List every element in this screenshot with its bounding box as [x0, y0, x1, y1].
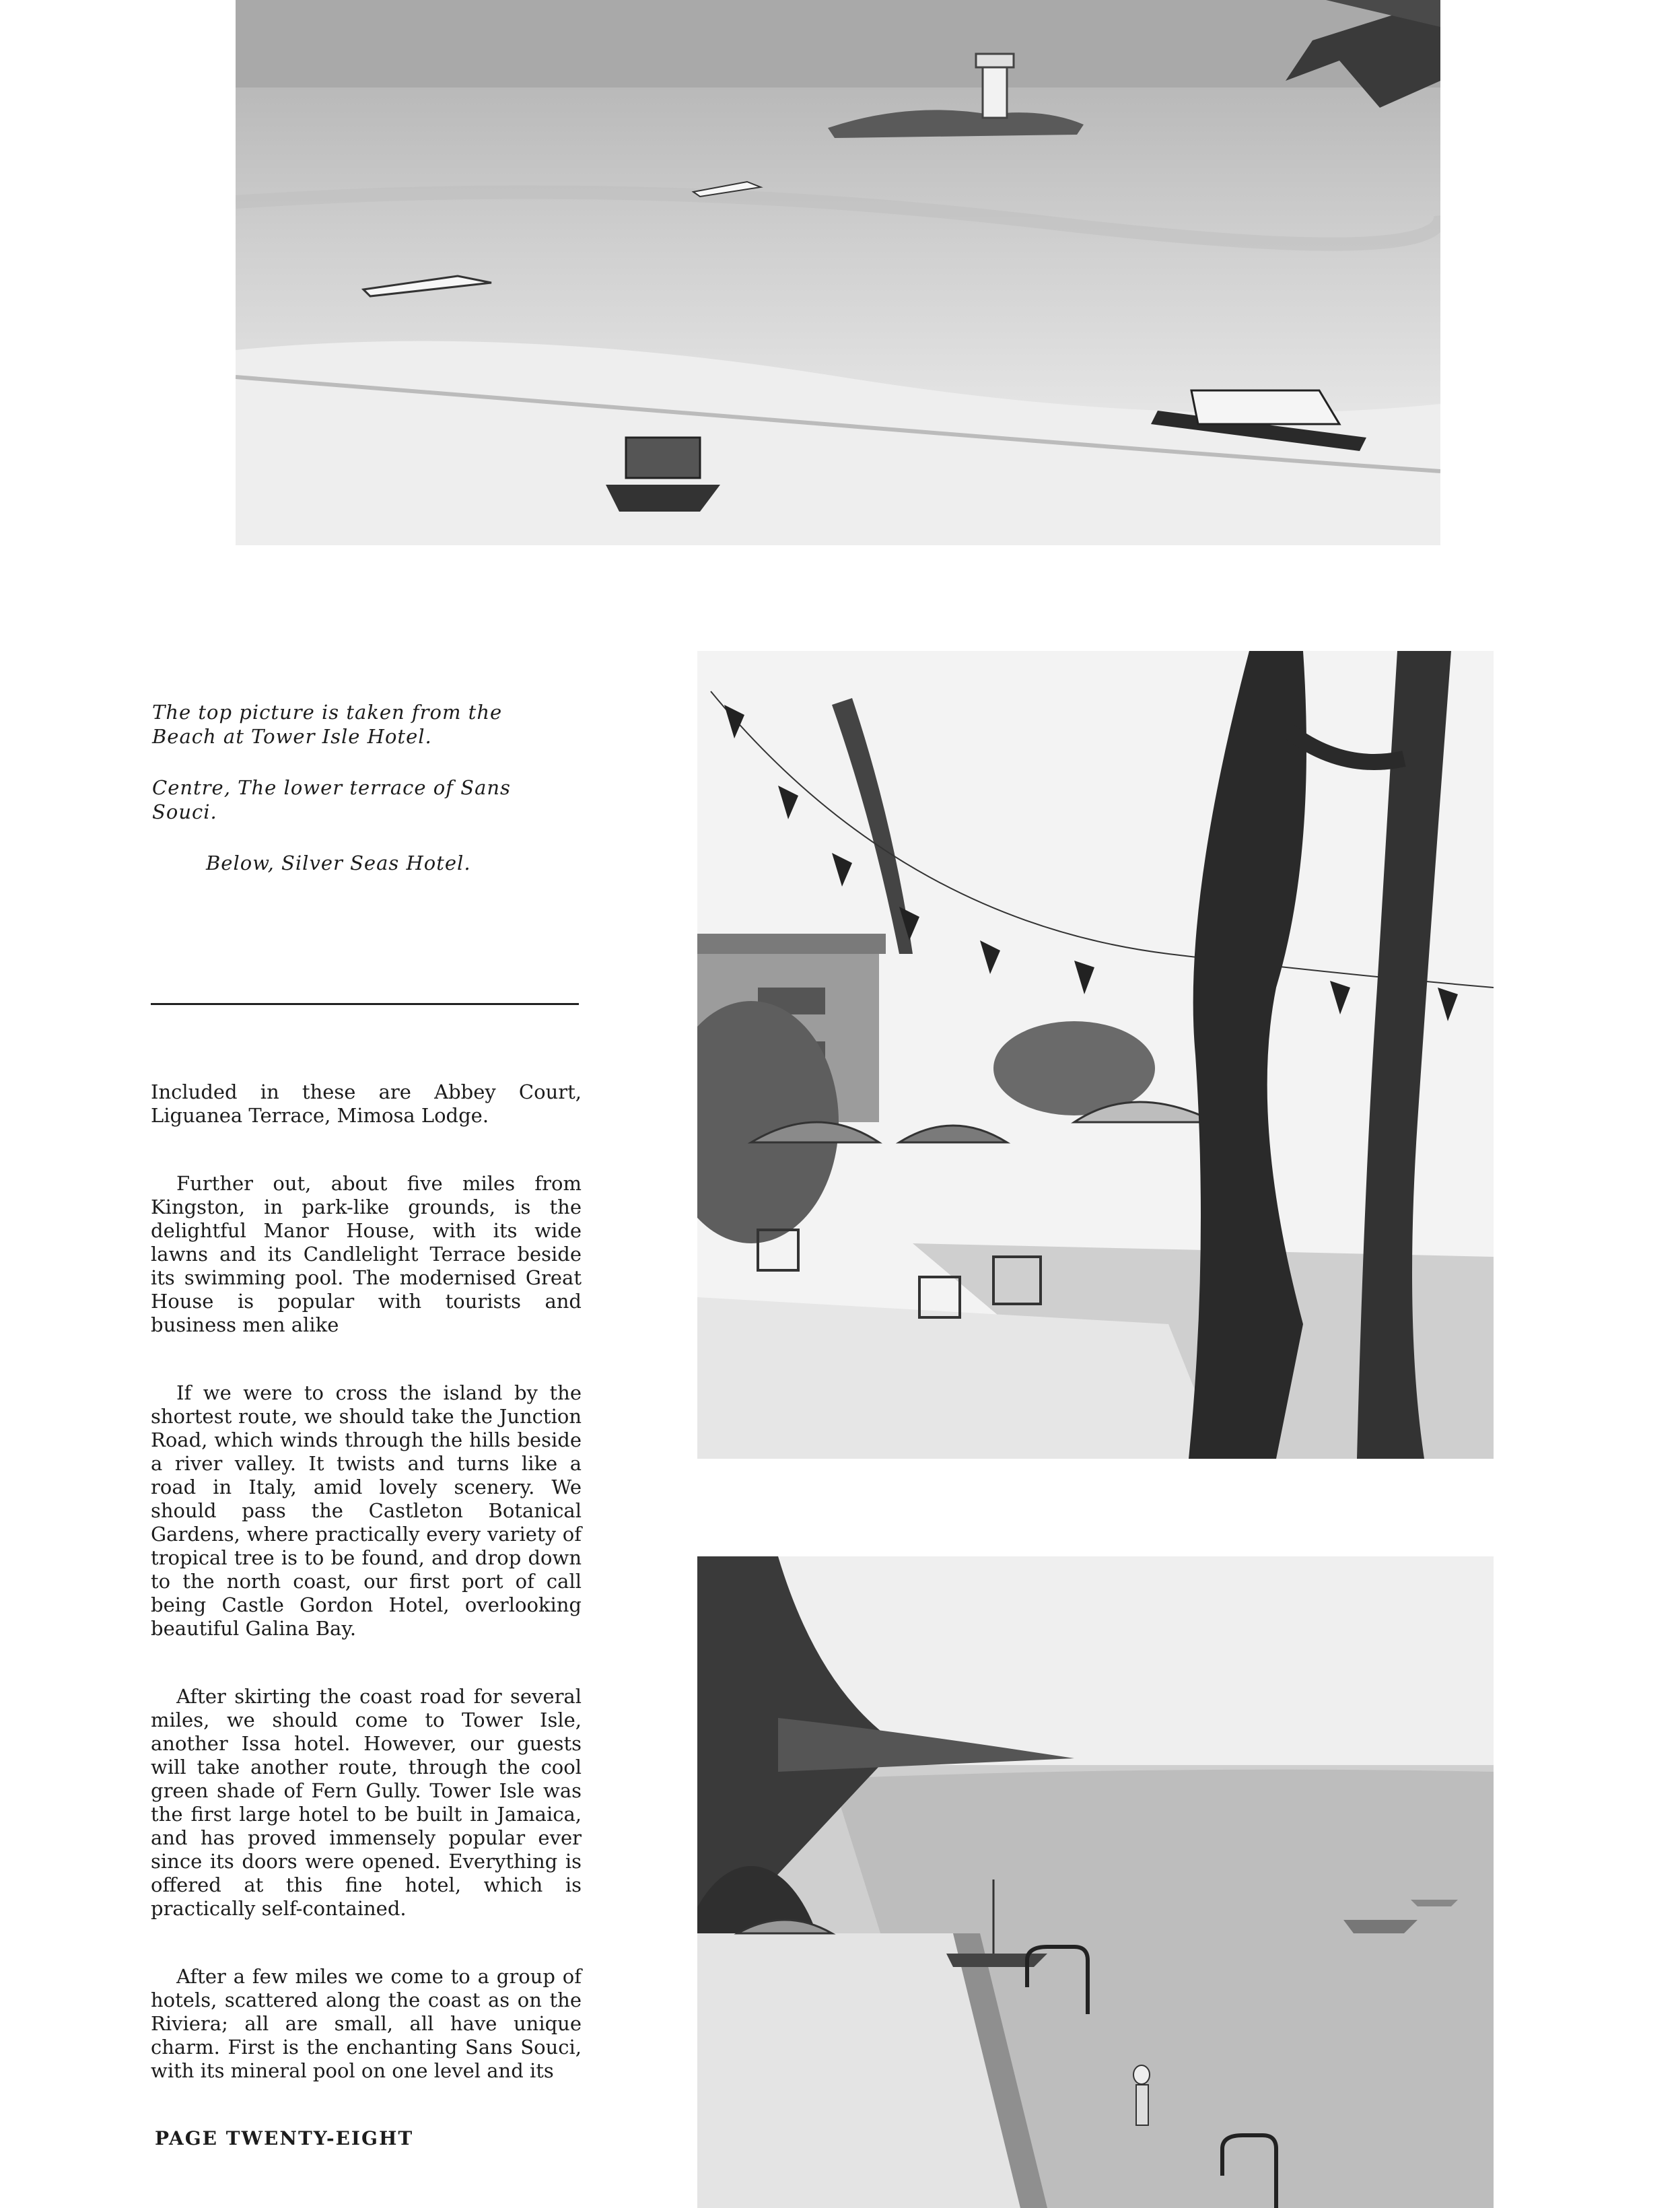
- caption-top: The top picture is taken from the Beach at Tower Isle Hotel.: [152, 701, 503, 748]
- divider-rule: [151, 1003, 579, 1005]
- photo-sans-souci-terrace: [697, 651, 1494, 1459]
- article-paragraph: If we were to cross the island by the shortest route, we should take the Junction Road, which winds through the hills beside a river valley. It twists and turns like a road in Italy, amid lovely scenery. We should pass the Castleton Botanical Gardens, where practically every variety of tropical tree is to be found, and drop down to the north coast, our first port of call being Castle Gordon Hotel, overlooking beautiful Galina Bay.: [151, 1381, 582, 1640]
- caption-centre: Centre, The lower terrace of Sans Souci.: [152, 776, 511, 823]
- seaside-scene-image: [697, 1556, 1494, 2208]
- article-paragraph: After skirting the coast road for several miles, we should come to Tower Isle, another Issa hotel. However, our guests will take another route, through the cool green shade of Fern Gully. Tower Isle was the first large hotel to be built in Jamaica, and has proved immensely popular ever since its doors were opened. Everything is offered at this fine hotel, which is practically self-contained.: [151, 1685, 582, 1920]
- article-paragraph: After a few miles we come to a group of hotels, scattered along the coast as on the Riviera; all are small, all have unique charm. First is the enchanting Sans Souci, with its mineral pool on one level and its: [151, 1965, 582, 2082]
- photo-silver-seas-hotel: [697, 1556, 1494, 2208]
- photo-tower-isle-beach: [236, 0, 1440, 545]
- beach-scene-image: [236, 0, 1440, 545]
- article-body: [151, 1080, 582, 2127]
- article-paragraph: Included in these are Abbey Court, Liguanea Terrace, Mimosa Lodge.: [151, 1080, 582, 1127]
- photo-captions: [152, 700, 542, 902]
- article-paragraph: Further out, about five miles from Kingston, in park-like grounds, is the delightful Manor House, with its wide lawns and its Candlelight Terrace beside its swimming pool. The modernised Great House is popular with tourists and business men alike: [151, 1172, 582, 1336]
- page-number: PAGE TWENTY-EIGHT: [155, 2127, 414, 2149]
- caption-below: Below, Silver Seas Hotel.: [206, 852, 471, 874]
- terrace-scene-image: [697, 651, 1494, 1459]
